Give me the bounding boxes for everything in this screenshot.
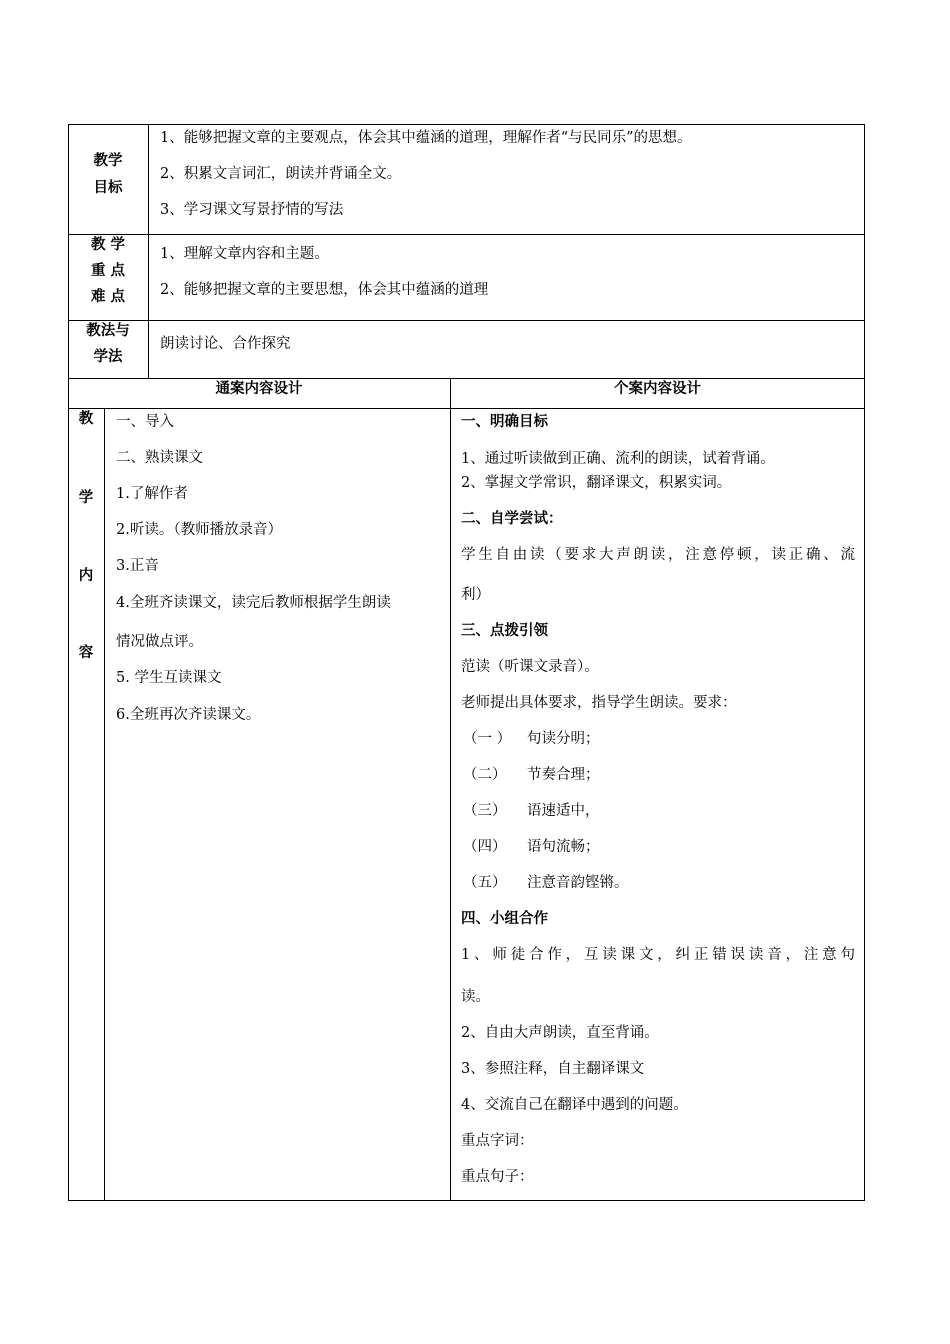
individual-item: 2、掌握文学常识，翻译课文，积累实词。 bbox=[461, 475, 732, 491]
keypoint-item: 1、理解文章内容和主题。 bbox=[160, 246, 329, 262]
individual-paragraph-line: 学生自由读（要求大声朗读，注意停顿，读正确、流 bbox=[461, 547, 855, 563]
col-divider-content-label bbox=[104, 408, 105, 1201]
common-item: 4.全班齐读课文，读完后教师根据学生朗读 bbox=[116, 595, 391, 611]
keypoints-label-line: 重 点 bbox=[90, 263, 126, 279]
common-item: 6.全班再次齐读课文。 bbox=[116, 707, 261, 723]
row-divider-methods bbox=[68, 378, 865, 379]
section-title: 三、点拨引领 bbox=[461, 623, 548, 639]
individual-item: 重点句子： bbox=[461, 1169, 534, 1185]
individual-design-header: 个案内容设计 bbox=[614, 381, 701, 397]
requirement-text: 语句流畅； bbox=[527, 839, 600, 855]
goal-item: 1、能够把握文章的主要观点，体会其中蕴涵的道理，理解作者“与民同乐”的思想。 bbox=[160, 130, 692, 146]
individual-paragraph-line: 读。 bbox=[461, 989, 490, 1005]
row-divider-keypoints bbox=[68, 320, 865, 321]
requirement-text: 节奏合理； bbox=[527, 767, 600, 783]
section-title: 二、自学尝试： bbox=[461, 511, 563, 527]
common-design-header: 通案内容设计 bbox=[215, 381, 303, 397]
common-item: 2.听读。（教师播放录音） bbox=[116, 522, 283, 538]
col-divider-label bbox=[148, 124, 149, 378]
goals-label bbox=[68, 152, 148, 197]
common-item: 情况做点评。 bbox=[116, 634, 203, 650]
individual-item: 老师提出具体要求，指导学生朗读。要求： bbox=[461, 695, 737, 711]
individual-item: 2、自由大声朗读，直至背诵。 bbox=[461, 1025, 659, 1041]
requirement-number: （一 ） bbox=[463, 731, 512, 747]
requirement-number: （三） bbox=[463, 803, 507, 819]
col-divider-middle bbox=[450, 378, 451, 1201]
individual-item: 重点字词： bbox=[461, 1133, 534, 1149]
requirement-text: 语速适中， bbox=[527, 803, 600, 819]
content-label-char: 内 bbox=[78, 568, 94, 584]
methods-text: 朗读讨论、合作探究 bbox=[160, 336, 291, 352]
goal-item: 3、学习课文写景抒情的写法 bbox=[160, 202, 344, 218]
goals-label-line: 教学 bbox=[93, 153, 123, 169]
goals-label-line: 目标 bbox=[93, 180, 123, 196]
keypoints-label-line: 难 点 bbox=[90, 289, 126, 305]
content-label-char: 学 bbox=[78, 490, 94, 506]
common-item: 一、导入 bbox=[116, 414, 174, 430]
individual-paragraph-line: 利） bbox=[461, 587, 490, 603]
individual-paragraph-line: 1、师徒合作，互读课文，纠正错误读音，注意句 bbox=[461, 947, 855, 963]
section-title: 四、小组合作 bbox=[461, 911, 548, 927]
requirement-text: 句读分明； bbox=[527, 731, 600, 747]
section-title: 一、明确目标 bbox=[461, 414, 548, 430]
row-divider-goals bbox=[68, 234, 865, 235]
individual-item: 3、参照注释，自主翻译课文 bbox=[461, 1061, 645, 1077]
requirement-number: （二） bbox=[463, 767, 507, 783]
individual-item: 范读（听课文录音）。 bbox=[461, 659, 599, 675]
keypoint-item: 2、能够把握文章的主要思想，体会其中蕴涵的道理 bbox=[160, 282, 489, 298]
common-item: 二、熟读课文 bbox=[116, 450, 203, 466]
requirement-text: 注意音韵铿锵。 bbox=[527, 875, 629, 891]
individual-item: 1、通过听读做到正确、流利的朗读，试着背诵。 bbox=[461, 451, 775, 467]
content-label-char: 容 bbox=[78, 645, 94, 661]
requirement-number: （五） bbox=[463, 875, 507, 891]
requirement-number: （四） bbox=[463, 839, 507, 855]
methods-label-line: 教法与 bbox=[86, 323, 130, 339]
common-item: 1.了解作者 bbox=[116, 486, 188, 502]
methods-label bbox=[68, 322, 148, 366]
common-item: 3.正音 bbox=[116, 558, 159, 574]
content-label-char: 教 bbox=[78, 411, 94, 427]
goal-item: 2、积累文言词汇，朗读并背诵全文。 bbox=[160, 166, 402, 182]
keypoints-label bbox=[68, 236, 148, 306]
common-item: 5. 学生互读课文 bbox=[116, 670, 222, 686]
methods-label-line: 学法 bbox=[93, 349, 123, 365]
row-divider-headers bbox=[68, 408, 865, 409]
individual-item: 4、交流自己在翻译中遇到的问题。 bbox=[461, 1097, 688, 1113]
keypoints-label-line: 教 学 bbox=[90, 237, 126, 253]
